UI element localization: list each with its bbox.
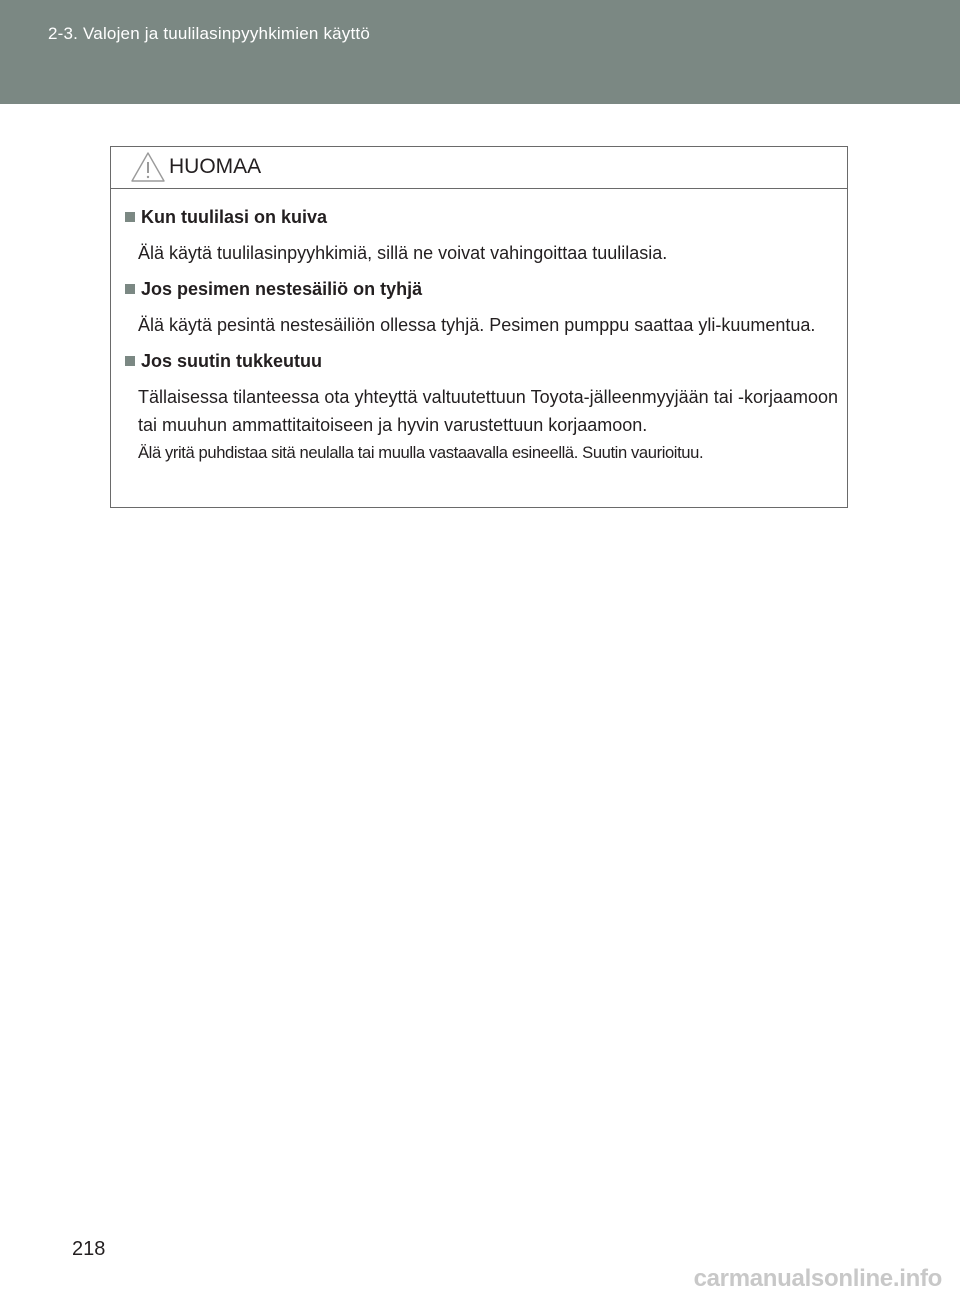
section-heading-text: Kun tuulilasi on kuiva — [141, 207, 328, 227]
section-title: 2-3. Valojen ja tuulilasinpyyhkimien käyttö — [48, 24, 371, 43]
section-heading-text: Jos suutin tukkeutuu — [141, 351, 323, 371]
section-text: Älä käytä pesintä nestesäiliön ollessa tyhjä. Pesimen pumppu saattaa yli-kuumentua. — [138, 315, 816, 335]
square-bullet-icon — [125, 212, 135, 222]
notice-box — [110, 146, 848, 508]
notice-title: HUOMAA — [169, 155, 262, 178]
page-number: 218 — [72, 1238, 106, 1260]
section-text: Älä käytä tuulilasinpyyhkimiä, sillä ne voivat vahingoittaa tuulilasia. — [138, 243, 668, 263]
section-heading — [125, 277, 838, 301]
section-heading — [125, 205, 838, 229]
section-text — [125, 383, 838, 467]
section-text-main: Tällaisessa tilanteessa ota yhteyttä valtuutettuun Toyota-jälleenmyyjään tai -korjaamoon tai muuhun ammattitaitoiseen ja hyvin varustettuun korjaamoon. — [138, 387, 838, 435]
notice-section — [125, 205, 838, 267]
square-bullet-icon — [125, 284, 135, 294]
watermark-logo: carmanualsonline.info — [693, 1265, 942, 1292]
section-text-extra: Älä yritä puhdistaa sitä neulalla tai muulla vastaavalla esineellä. Suutin vaurioituu. — [138, 443, 704, 462]
header-band — [0, 0, 960, 104]
notice-body — [111, 189, 847, 467]
notice-section — [125, 277, 838, 339]
section-heading — [125, 349, 838, 373]
notice-section — [125, 349, 838, 467]
warning-triangle-icon — [130, 151, 166, 183]
section-heading-text: Jos pesimen nestesäiliö on tyhjä — [141, 279, 423, 299]
notice-header — [111, 147, 847, 189]
square-bullet-icon — [125, 356, 135, 366]
